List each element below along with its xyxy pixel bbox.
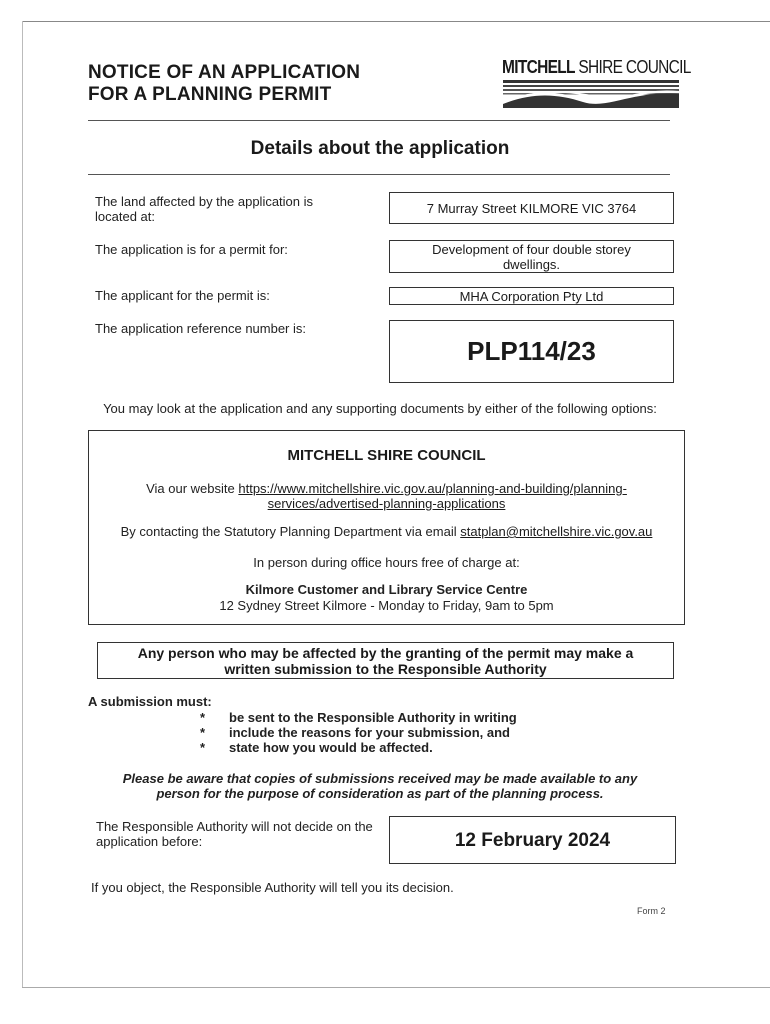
email-link[interactable]: statplan@mitchellshire.vic.gov.au <box>460 524 653 539</box>
centre-address: 12 Sydney Street Kilmore - Monday to Friday, 9am to 5pm <box>219 598 554 613</box>
permit-value: Development of four double storey dwellings. <box>432 241 631 272</box>
bullet-marker: * <box>200 740 206 755</box>
applicant-label: The applicant for the permit is: <box>95 288 270 303</box>
land-label: The land affected by the application is located at: <box>95 194 314 224</box>
website-line2 <box>89 496 684 511</box>
website-line <box>89 481 684 496</box>
bullet-item: * state how you would be affected. <box>200 740 433 755</box>
logo-rest: SHIRE COUNCIL <box>578 57 691 77</box>
email-prefix: By contacting the Statutory Planning Department via email <box>120 524 457 539</box>
aware-text <box>0 771 760 801</box>
applicant-value: MHA Corporation Pty Ltd <box>459 288 604 304</box>
land-value-box <box>389 192 674 224</box>
council-logo-wave-icon <box>503 80 679 108</box>
reference-value-box <box>389 320 674 383</box>
header-divider <box>88 120 670 121</box>
submission-notice-line1: Any person who may be affected by the granting of the permit may make a <box>137 644 634 661</box>
options-heading: MITCHELL SHIRE COUNCIL <box>287 447 486 464</box>
decision-date-box <box>389 816 676 864</box>
decision-label: The Responsible Authority will not decide on the application before: <box>96 819 373 849</box>
submission-must-heading: A submission must: <box>88 694 212 709</box>
form-number: Form 2 <box>637 906 666 916</box>
bullet-item: * be sent to the Responsible Authority in writing <box>200 710 517 725</box>
reference-label: The application reference number is: <box>95 321 307 336</box>
page-bottom-edge <box>22 987 770 988</box>
in-person-text: In person during office hours free of charge at: <box>253 555 520 570</box>
centre-name: Kilmore Customer and Library Service Centre <box>245 582 528 597</box>
section-divider <box>88 174 670 175</box>
logo-bold: MITCHELL <box>502 57 575 77</box>
page-top-edge <box>22 21 770 22</box>
options-box <box>88 430 685 625</box>
page-left-edge <box>22 21 23 987</box>
look-text: You may look at the application and any supporting documents by either of the following options: <box>103 401 657 416</box>
bullet-item: * include the reasons for your submission, and <box>200 725 510 740</box>
objection-text: If you object, the Responsible Authority will tell you its decision. <box>91 880 454 895</box>
permit-label: The application is for a permit for: <box>95 242 288 257</box>
reference-value: PLP114/23 <box>467 336 596 366</box>
aware-line2: person for the purpose of consideration as part of the planning process. <box>156 786 604 801</box>
bullet-marker: * <box>200 710 206 725</box>
decision-date: 12 February 2024 <box>454 829 611 851</box>
website-link-part1[interactable]: https://www.mitchellshire.vic.gov.au/planning-and-building/planning- <box>238 481 627 496</box>
notice-title <box>88 62 360 106</box>
submission-bullets <box>200 710 517 755</box>
submission-notice-box <box>97 642 674 679</box>
permit-value-box <box>389 240 674 273</box>
section-title: Details about the application <box>250 138 510 159</box>
website-link-part2[interactable]: services/advertised-planning-applications <box>267 496 506 511</box>
notice-title-line2: FOR A PLANNING PERMIT <box>88 84 332 105</box>
council-logo-text <box>502 57 691 78</box>
applicant-value-box <box>389 287 674 305</box>
bullet-marker: * <box>200 725 206 740</box>
submission-notice-line2: written submission to the Responsible Authority <box>224 660 547 677</box>
aware-line1: Please be aware that copies of submissions received may be made available to any <box>122 771 638 786</box>
website-prefix: Via our website <box>146 481 235 496</box>
email-line <box>89 524 684 539</box>
land-value: 7 Murray Street KILMORE VIC 3764 <box>426 200 637 216</box>
notice-title-line1: NOTICE OF AN APPLICATION <box>88 62 361 83</box>
